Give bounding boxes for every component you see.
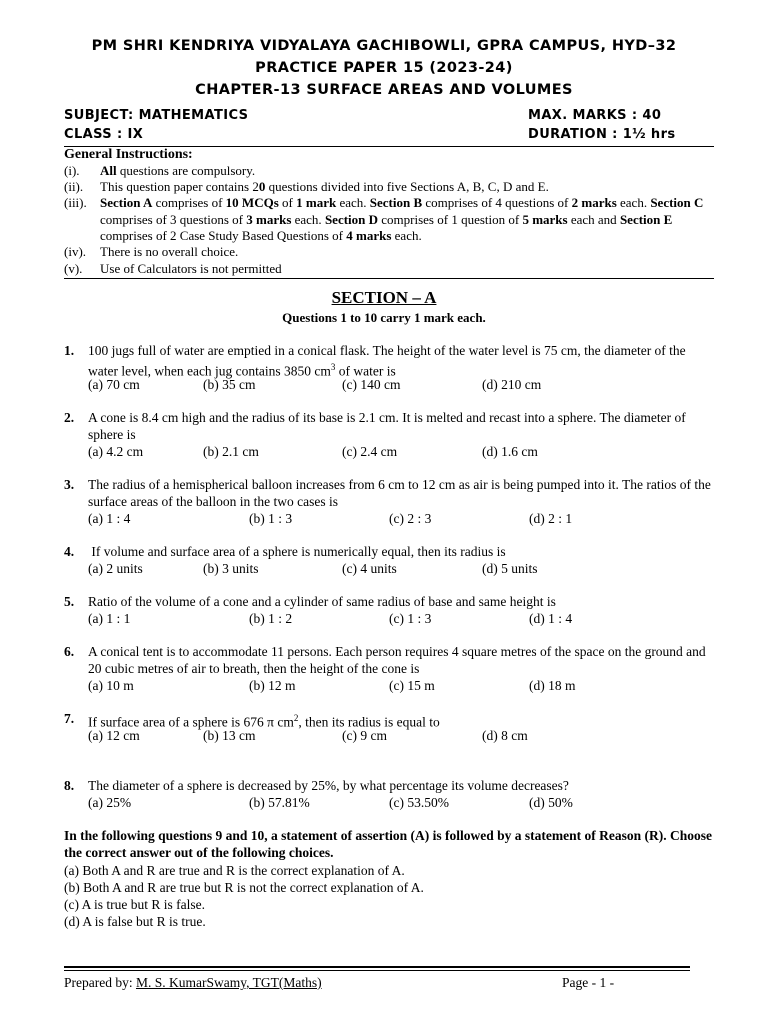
question-text: 100 jugs full of water are emptied in a conical flask. The height of the water level is 75 cm, the diameter of the water level, when each jug contains 3850 $cm^3$ of water is (88, 343, 686, 379)
question-text: The diameter of a sphere is decreased by 25%, by what percentage its volume decreases? (88, 778, 569, 793)
option: (c) 140 cm (342, 377, 401, 392)
school-name: PM SHRI KENDRIYA VIDYALAYA GACHIBOWLI, GPRA CAMPUS, HYD–32 (91, 38, 677, 54)
prepared-label: Prepared by: (64, 975, 136, 990)
option: (d) 18 m (529, 678, 576, 693)
option: (b) 3 units (203, 561, 259, 576)
option: (a) 10 m (88, 678, 134, 693)
question-text: The radius of a hemispherical balloon increases from 6 cm to 12 cm as air is being pumped into it. The ratios of the surface areas of the balloon in the two cases is (88, 477, 711, 509)
assertion-choice: (a) Both A and R are true and R is the correct explanation of A. (64, 863, 405, 878)
question-number: 7. (64, 711, 75, 726)
option: (a) 1 : 4 (88, 511, 131, 526)
option: (a) 25% (88, 795, 132, 810)
instruction-number: (iii). (64, 195, 87, 210)
assertion-reason-heading: In the following questions 9 and 10, a statement of assertion (A) is followed by a statement of Reason (R). Choose the correct answer out of the following choices. (64, 828, 712, 860)
options-row (88, 610, 714, 627)
options-row (88, 794, 714, 811)
question-item (64, 342, 714, 394)
option: (a) 12 cm (88, 728, 140, 743)
instruction-number: (ii). (64, 179, 84, 194)
option: (b) 57.81% (249, 795, 310, 810)
footer-rule-thin (64, 970, 690, 971)
option: (d) 1 : 4 (529, 611, 573, 626)
option: (b) 12 m (249, 678, 296, 693)
author-name: M. S. KumarSwamy, TGT(Maths) (135, 975, 322, 990)
assertion-choice: (c) A is true but R is false. (64, 897, 205, 912)
option: (c) 1 : 3 (389, 611, 432, 626)
option: (a) 70 cm (88, 377, 140, 392)
option: (d) 1.6 cm (482, 444, 538, 459)
options-row (88, 510, 714, 527)
instruction-text: Use of Calculators is not permitted (100, 261, 282, 276)
question-item (64, 409, 714, 461)
instruction-number: (v). (64, 261, 83, 276)
chapter-title: CHAPTER-13 SURFACE AREAS AND VOLUMES (195, 82, 573, 98)
question-text: Ratio of the volume of a cone and a cylinder of same radius of base and same height is (88, 594, 556, 609)
option: (a) 2 units (88, 561, 143, 576)
option: (c) 53.50% (389, 795, 449, 810)
question-text: A conical tent is to accommodate 11 persons. Each person requires 4 square metres of the space on the ground and 20 cubic metres of air to breath, then the height of the cone is (88, 644, 706, 676)
options-row (88, 727, 714, 744)
question-text: A cone is 8.4 cm high and the radius of its base is 2.1 cm. It is melted and recast into a sphere. The diameter of sphere is (88, 410, 686, 442)
question-item (64, 593, 714, 628)
assertion-choice: (b) Both A and R are true but R is not the correct explanation of A. (64, 880, 424, 895)
instruction-text: All questions are compulsory. (100, 163, 256, 178)
question-item (64, 476, 714, 528)
class-label: CLASS : IX (64, 127, 144, 142)
options-row (88, 560, 714, 577)
question-text: If volume and surface area of a sphere is numerically equal, then its radius is (88, 544, 506, 559)
option: (b) 2.1 cm (203, 444, 259, 459)
instruction-text: There is no overall choice. (100, 244, 239, 259)
question-number: 6. (64, 644, 75, 659)
question-number: 1. (64, 343, 75, 358)
footer-prepared-by (64, 975, 322, 991)
duration-label: DURATION : 1½ hrs (528, 127, 676, 142)
instructions-title: General Instructions: (64, 147, 193, 162)
question-number: 8. (64, 778, 75, 793)
max-marks-label: MAX. MARKS : 40 (528, 108, 662, 123)
option: (c) 2.4 cm (342, 444, 398, 459)
question-number: 2. (64, 410, 75, 425)
option: (b) 1 : 2 (249, 611, 293, 626)
question-item (64, 543, 714, 578)
option: (d) 50% (529, 795, 573, 810)
page-number: Page - 1 - (562, 975, 615, 990)
section-subtitle: Questions 1 to 10 carry 1 mark each. (282, 310, 486, 325)
instructions-bottom-rule (64, 278, 714, 279)
paper-title: PRACTICE PAPER 15 (2023-24) (255, 60, 513, 76)
option: (c) 2 : 3 (389, 511, 432, 526)
option: (d) 210 cm (482, 377, 542, 392)
question-item (64, 777, 714, 812)
option: (c) 9 cm (342, 728, 387, 743)
instruction-text: Section A comprises of 10 MCQs of 1 mark each. Section B comprises of 4 questions of 2 marks each. Section C comprises of 3 questions of 3 marks each. Section D comprises of 1 question of 5 marks each and Section E comprises of 2 Case Study Based Questions of 4 marks each. (100, 195, 704, 243)
option: (b) 35 cm (203, 377, 256, 392)
subject-label: SUBJECT: MATHEMATICS (64, 108, 249, 123)
option: (b) 1 : 3 (249, 511, 293, 526)
question-number: 5. (64, 594, 75, 609)
question-text: If surface area of a sphere is 676 π $cm^2$, then its radius is equal to (88, 713, 440, 730)
question-number: 3. (64, 477, 75, 492)
option: (d) 2 : 1 (529, 511, 573, 526)
option: (b) 13 cm (203, 728, 256, 743)
question-item (64, 643, 714, 695)
option: (a) 1 : 1 (88, 611, 131, 626)
options-row (88, 677, 714, 694)
instruction-number: (iv). (64, 244, 87, 259)
option: (c) 4 units (342, 561, 397, 576)
option: (d) 8 cm (482, 728, 528, 743)
instruction-text: This question paper contains 20 questions divided into five Sections A, B, C, D and E. (100, 179, 549, 194)
question-item (64, 710, 714, 745)
option: (c) 15 m (389, 678, 435, 693)
option: (d) 5 units (482, 561, 538, 576)
options-row (88, 376, 714, 393)
section-title: SECTION – A (331, 288, 437, 307)
assertion-choice: (d) A is false but R is true. (64, 914, 206, 929)
footer-rule (64, 966, 690, 968)
options-row (88, 443, 714, 460)
instruction-number: (i). (64, 163, 80, 178)
option: (a) 4.2 cm (88, 444, 144, 459)
question-number: 4. (64, 544, 75, 559)
